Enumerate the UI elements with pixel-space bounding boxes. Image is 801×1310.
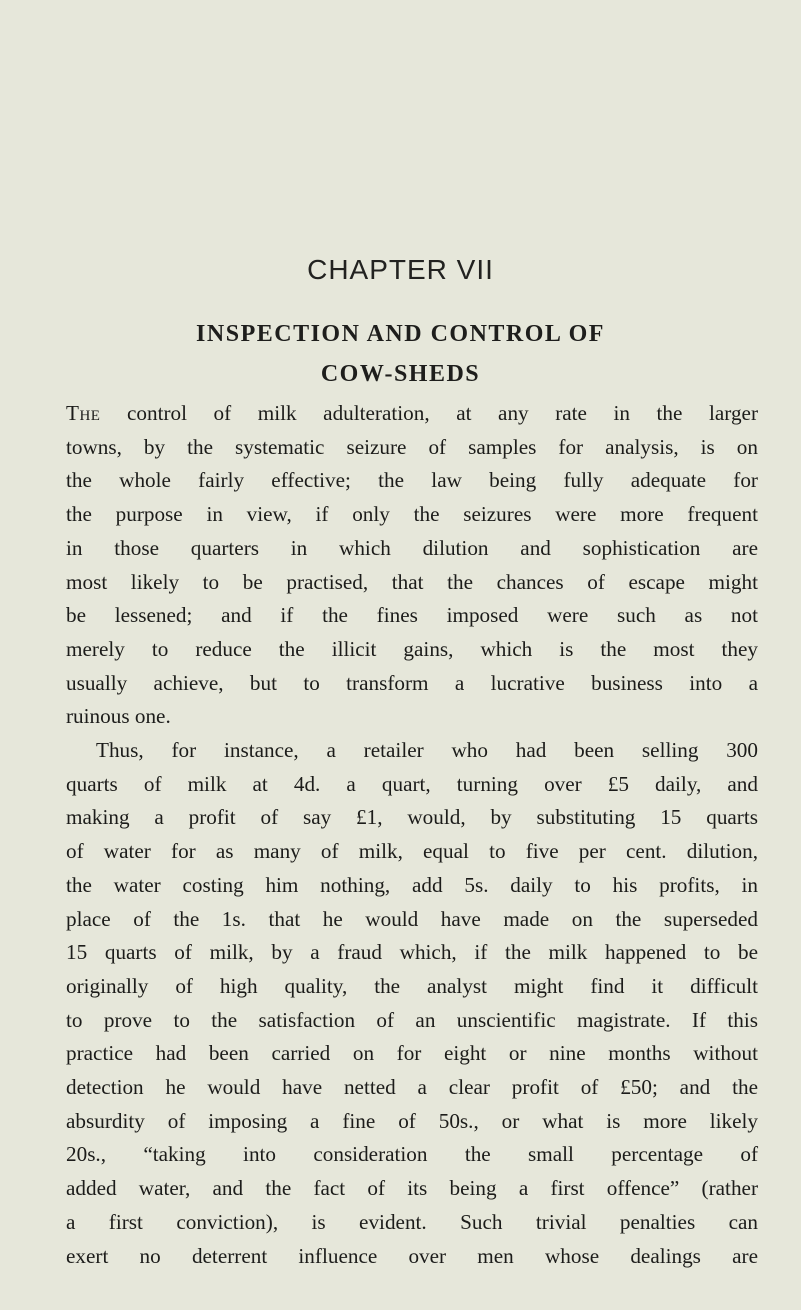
- paragraph-1-line: most likely to be practised, that the chances of escape might: [66, 569, 758, 594]
- chapter-heading: CHAPTER VII: [307, 254, 494, 285]
- paragraph-1-line: the whole fairly effective; the law being fully adequate for: [66, 468, 758, 493]
- chapter-title-line-2: COW-SHEDS: [320, 361, 481, 387]
- paragraph-2-line: 15 quarts of milk, by a fraud which, if the milk happened to be: [66, 940, 758, 965]
- paragraph-1-line: [66, 397, 758, 431]
- paragraph-2-line: absurdity of imposing a fine of 50s., or what is more likely: [66, 1108, 758, 1133]
- paragraph-2-line: detection he would have netted a clear profit of £50; and the: [66, 1075, 758, 1100]
- paragraph-1-line: be lessened; and if the fines imposed were such as not: [66, 603, 758, 628]
- paragraph-1-line: in those quarters in which dilution and sophistication are: [66, 535, 758, 560]
- paragraph-1-line: ruinous one.: [66, 704, 171, 729]
- paragraph-2-line: added water, and the fact of its being a first offence” (rather: [66, 1176, 758, 1201]
- paragraph-2-line: to prove to the satisfaction of an unscientific magistrate. If this: [66, 1007, 758, 1032]
- paragraph-1-lead-word: The: [66, 401, 101, 425]
- paragraph-2-line: a first conviction), is evident. Such trivial penalties can: [66, 1209, 758, 1234]
- paragraph-2-line: the water costing him nothing, add 5s. daily to his profits, in: [66, 872, 758, 897]
- paragraph-1-line: the purpose in view, if only the seizures were more frequent: [66, 502, 758, 527]
- paragraph-2-line: originally of high quality, the analyst might find it difficult: [66, 973, 758, 998]
- paragraph-2-line: place of the 1s. that he would have made on the superseded: [66, 906, 758, 931]
- paragraph-1-line: towns, by the systematic seizure of samples for analysis, is on: [66, 434, 758, 459]
- paragraph-2-line: exert no deterrent influence over men whose dealings are: [66, 1243, 758, 1268]
- body-text: [66, 397, 758, 1273]
- paragraph-2-line: Thus, for instance, a retailer who had been selling 300: [96, 738, 758, 763]
- paragraph-2-line: practice had been carried on for eight or nine months without: [66, 1041, 758, 1066]
- paragraph-1: [66, 397, 758, 734]
- paragraph-1-line-text: control of milk adulteration, at any rate in the larger: [100, 401, 758, 425]
- paragraph-1-line: merely to reduce the illicit gains, which is the most they: [66, 636, 758, 661]
- paragraph-2-line: making a profit of say £1, would, by substituting 15 quarts: [66, 805, 758, 830]
- paragraph-2-line: 20s., “taking into consideration the small percentage of: [66, 1142, 758, 1167]
- paragraph-1-line: usually achieve, but to transform a lucrative business into a: [66, 670, 758, 695]
- chapter-title-line-1: INSPECTION AND CONTROL OF: [196, 321, 605, 347]
- chapter-title: [0, 314, 801, 394]
- paragraph-2-line: of water for as many of milk, equal to five per cent. dilution,: [66, 839, 758, 864]
- paragraph-2: [66, 734, 758, 1273]
- paragraph-2-line: quarts of milk at 4d. a quart, turning over £5 daily, and: [66, 771, 758, 796]
